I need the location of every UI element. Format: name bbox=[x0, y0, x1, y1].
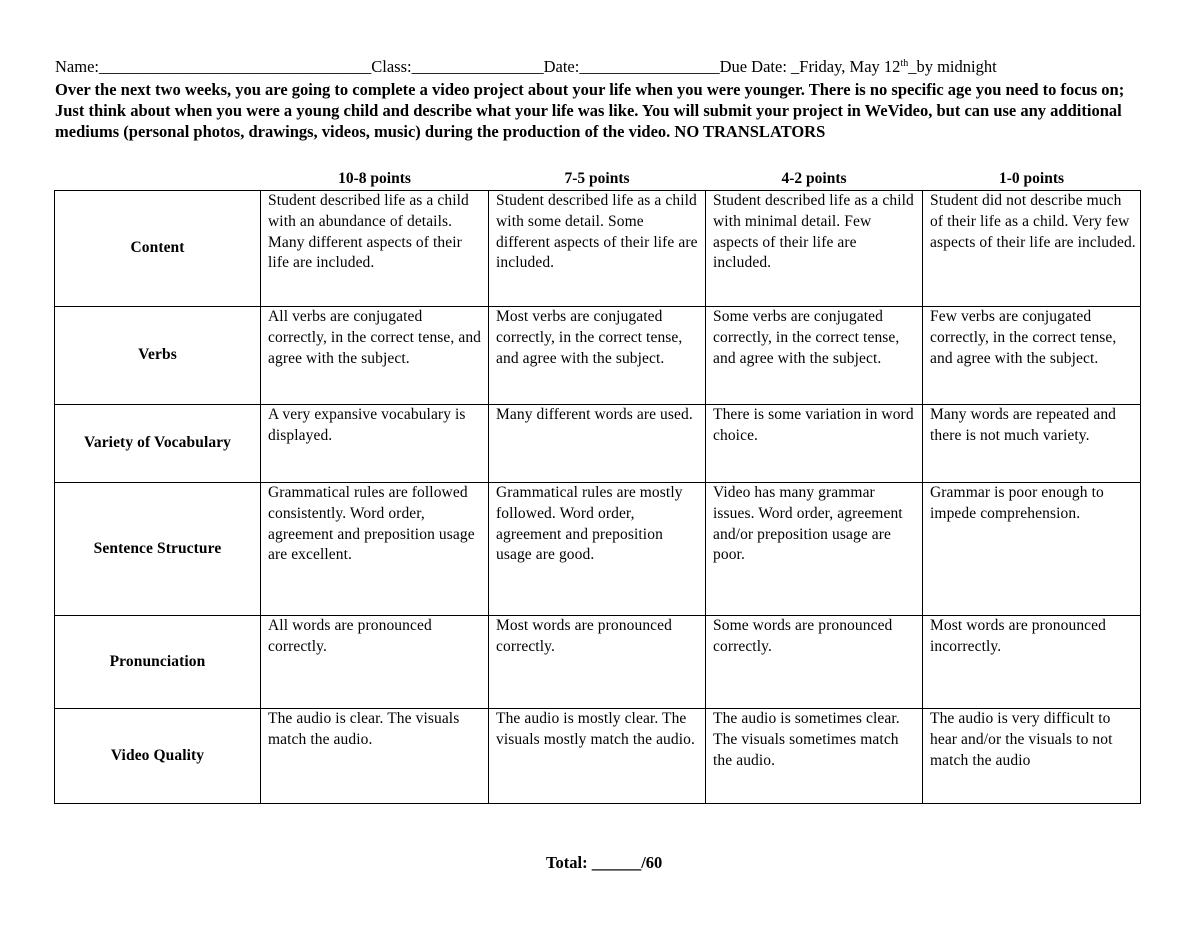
total-score-line bbox=[546, 853, 662, 873]
rubric-row-vocabulary bbox=[55, 405, 1141, 483]
rubric-cell: Most verbs are conjugated correctly, in the correct tense, and agree with the subject. bbox=[489, 307, 706, 405]
rubric-cell: Most words are pronounced correctly. bbox=[489, 616, 706, 709]
rubric-cell: The audio is clear. The visuals match the audio. bbox=[261, 709, 489, 804]
column-header-7-5: 7-5 points bbox=[564, 170, 630, 188]
rubric-cell: Grammar is poor enough to impede comprehension. bbox=[923, 483, 1141, 616]
rubric-cell: A very expansive vocabulary is displayed. bbox=[261, 405, 489, 483]
criterion-video-quality: Video Quality bbox=[55, 709, 261, 804]
column-header-1-0: 1-0 points bbox=[998, 170, 1065, 188]
rubric-corner-cell bbox=[55, 169, 261, 191]
rubric-cell: Most words are pronounced incorrectly. bbox=[923, 616, 1141, 709]
rubric-cell: Many words are repeated and there is not much variety. bbox=[923, 405, 1141, 483]
rubric-cell: Student did not describe much of their life as a child. Very few aspects of their life are included. bbox=[923, 191, 1141, 307]
rubric-cell: Grammatical rules are mostly followed. Word order, agreement and preposition usage are good. bbox=[489, 483, 706, 616]
rubric-cell: There is some variation in word choice. bbox=[706, 405, 923, 483]
rubric-cell: Few verbs are conjugated correctly, in the correct tense, and agree with the subject. bbox=[923, 307, 1141, 405]
rubric-cell: All words are pronounced correctly. bbox=[261, 616, 489, 709]
criterion-content: Content bbox=[55, 191, 261, 307]
column-header-4-2: 4-2 points bbox=[781, 170, 847, 188]
criterion-vocabulary: Variety of Vocabulary bbox=[55, 405, 261, 483]
class-label: Class: bbox=[371, 57, 412, 76]
rubric-cell: All verbs are conjugated correctly, in the correct tense, and agree with the subject. bbox=[261, 307, 489, 405]
date-blank: _________________ bbox=[579, 57, 720, 76]
rubric-row-verbs bbox=[55, 307, 1141, 405]
student-info-line bbox=[55, 57, 1145, 77]
criterion-pronunciation: Pronunciation bbox=[55, 616, 261, 709]
rubric-cell: Video has many grammar issues. Word order, agreement and/or preposition usage are poor. bbox=[706, 483, 923, 616]
criterion-verbs: Verbs bbox=[55, 307, 261, 405]
name-blank: _________________________________ bbox=[98, 57, 372, 76]
project-instructions: Over the next two weeks, you are going to complete a video project about your life when you were younger. There is no specific age you need to focus on; Just think about when you were a young child and describe what your life was like. You will submit your project in WeVideo, but can use any additional mediums (personal photos, drawings, videos, music) during the production of the video. NO TRANSLATORS bbox=[55, 80, 1125, 141]
total-blank: ______ bbox=[587, 853, 642, 872]
rubric-row-video-quality bbox=[55, 709, 1141, 804]
rubric-row-content bbox=[55, 191, 1141, 307]
date-label: Date: bbox=[543, 57, 580, 76]
rubric-row-sentence-structure bbox=[55, 483, 1141, 616]
name-label: Name: bbox=[55, 57, 99, 76]
due-date-label: Due Date: _Friday, May 12 bbox=[719, 57, 901, 76]
rubric-cell: Grammatical rules are followed consistently. Word order, agreement and preposition usage are excellent. bbox=[261, 483, 489, 616]
rubric-cell: Student described life as a child with some detail. Some different aspects of their life are included. bbox=[489, 191, 706, 307]
rubric-row-pronunciation bbox=[55, 616, 1141, 709]
rubric-cell: Many different words are used. bbox=[489, 405, 706, 483]
criterion-sentence-structure: Sentence Structure bbox=[55, 483, 261, 616]
rubric-cell: Some verbs are conjugated correctly, in the correct tense, and agree with the subject. bbox=[706, 307, 923, 405]
column-header-10-8: 10-8 points bbox=[338, 170, 411, 188]
rubric-cell: The audio is mostly clear. The visuals mostly match the audio. bbox=[489, 709, 706, 804]
class-blank: ________________ bbox=[411, 57, 544, 76]
total-max: /60 bbox=[641, 853, 663, 872]
rubric-cell: Some words are pronounced correctly. bbox=[706, 616, 923, 709]
grading-rubric-table bbox=[54, 169, 1141, 804]
due-date-suffix: _by midnight bbox=[908, 57, 997, 76]
rubric-cell: Student described life as a child with an abundance of details. Many different aspects of their life are included. bbox=[261, 191, 489, 307]
total-label: Total: bbox=[546, 853, 588, 872]
rubric-cell: The audio is sometimes clear. The visuals sometimes match the audio. bbox=[706, 709, 923, 804]
rubric-cell: Student described life as a child with minimal detail. Few aspects of their life are included. bbox=[706, 191, 923, 307]
due-date-ordinal: th bbox=[900, 58, 909, 69]
rubric-cell: The audio is very difficult to hear and/or the visuals to not match the audio bbox=[923, 709, 1141, 804]
rubric-header-row bbox=[55, 169, 1141, 191]
